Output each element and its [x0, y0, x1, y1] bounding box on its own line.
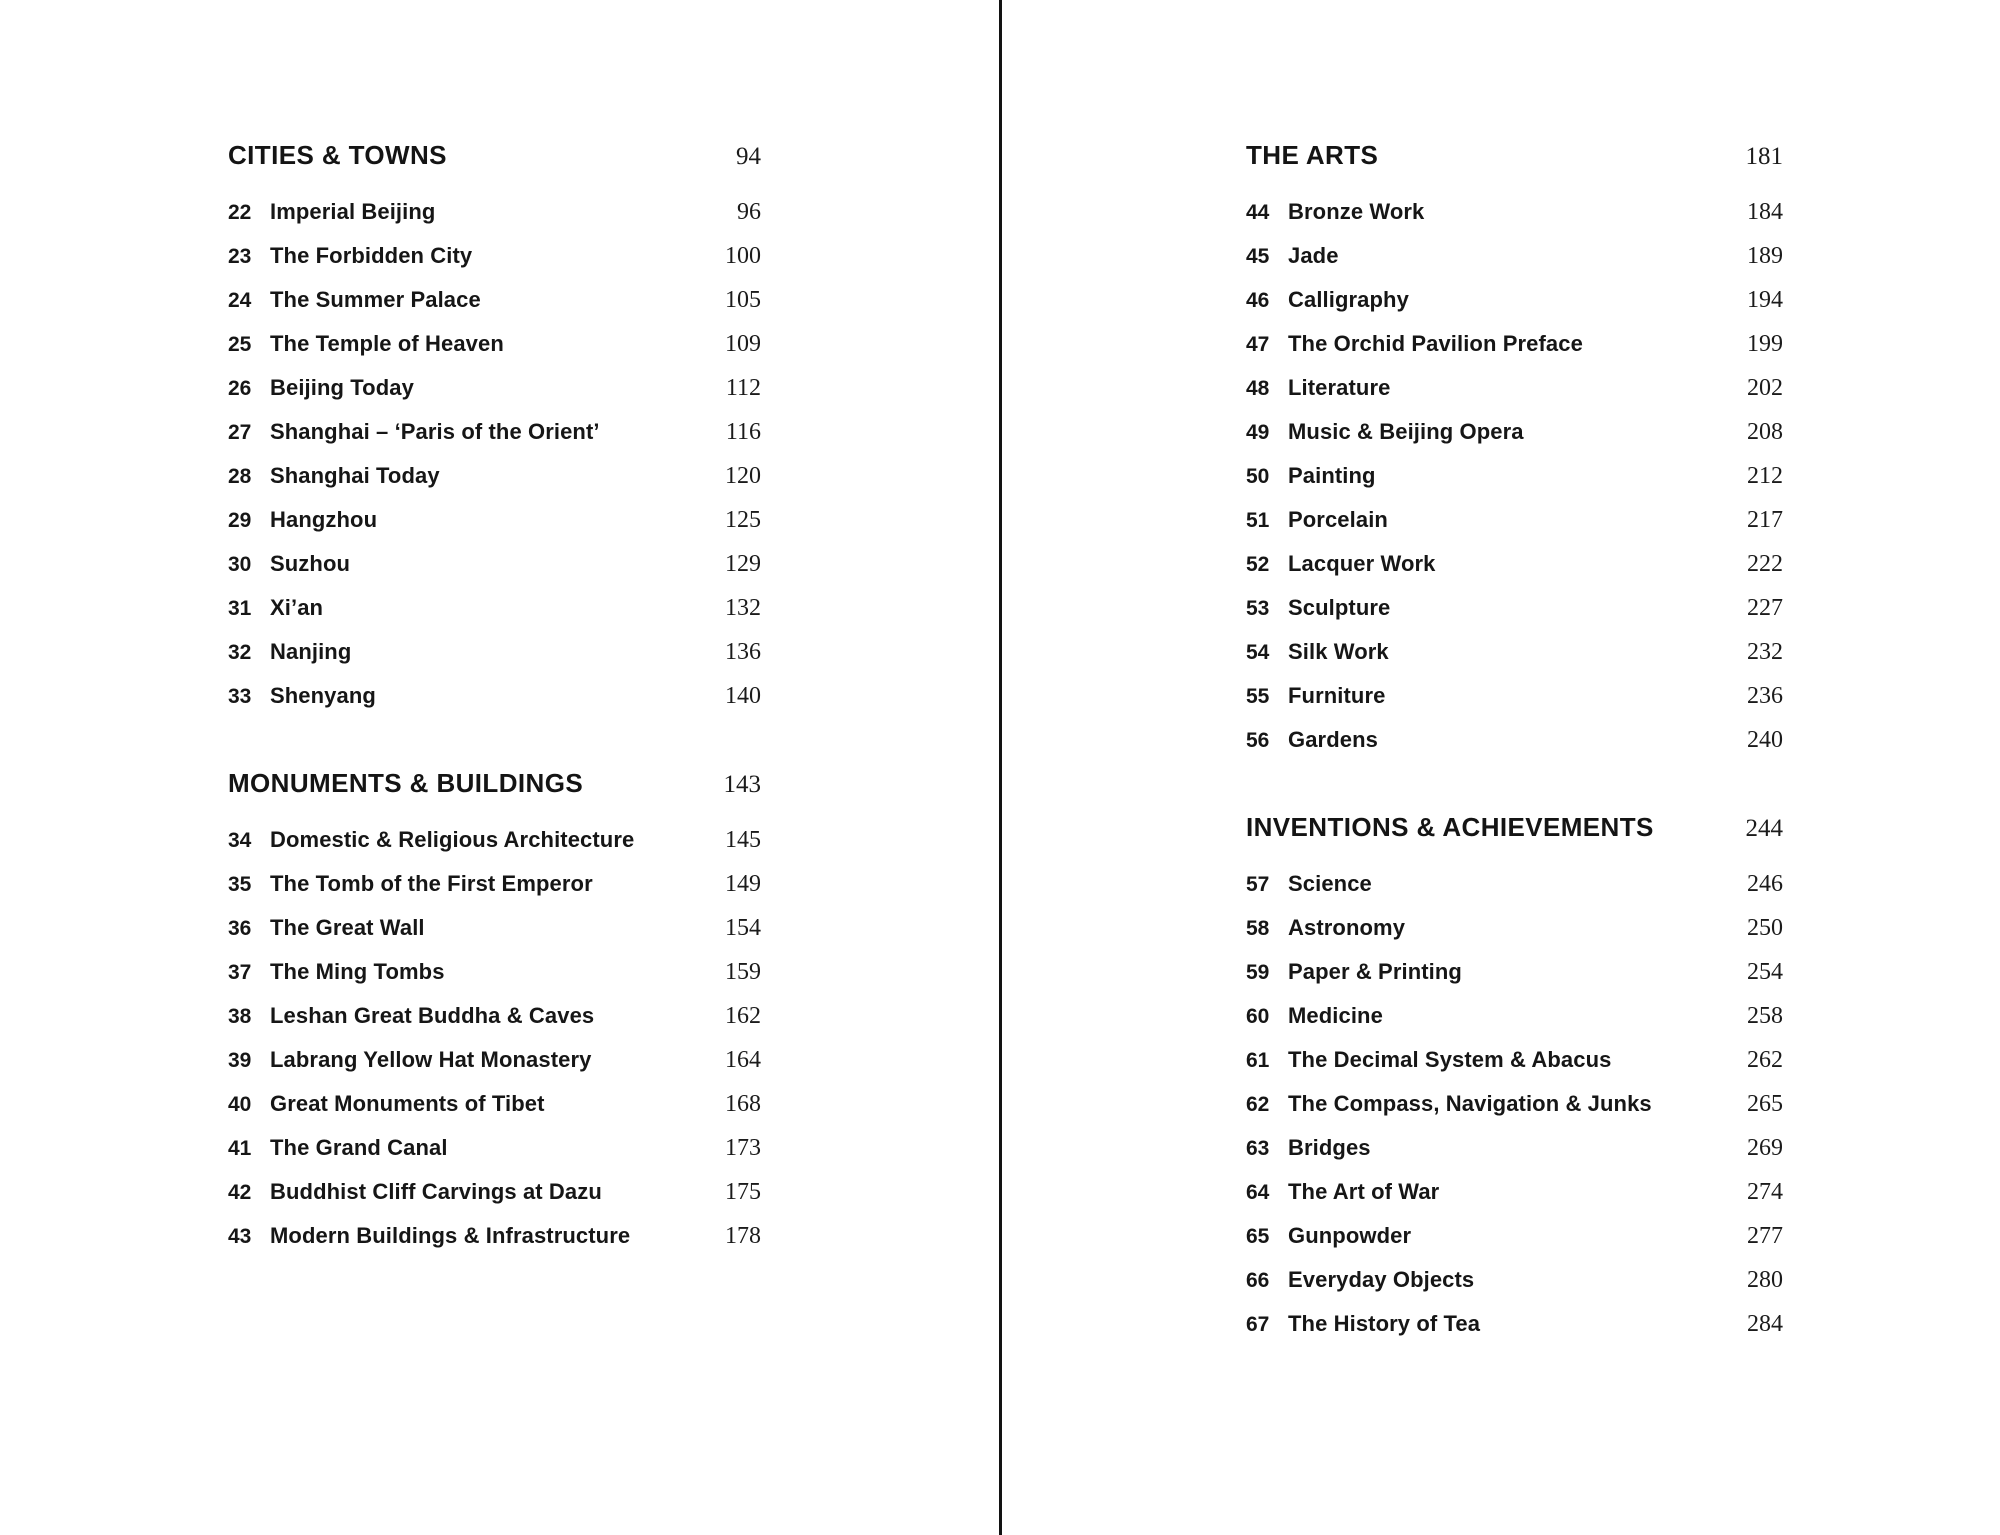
entry-page-number: 280: [1747, 1267, 1783, 1293]
page-right: [1246, 0, 1783, 1346]
toc-entry-row: [228, 322, 761, 366]
entry-number: 36: [228, 917, 252, 940]
entry-number: 42: [228, 1181, 252, 1204]
section-title: CITIES & TOWNS: [228, 140, 447, 170]
entry-title: Buddhist Cliff Carvings at Dazu: [270, 1179, 602, 1204]
toc-entry-row: [1246, 454, 1783, 498]
entry-title: The Summer Palace: [270, 287, 481, 312]
toc-entry-row: [1246, 410, 1783, 454]
entry-page-number: 232: [1747, 639, 1783, 665]
page-left: [228, 0, 761, 1258]
section-page-number: 181: [1745, 143, 1783, 170]
entry-title: The Orchid Pavilion Preface: [1288, 331, 1583, 356]
entry-number: 66: [1246, 1269, 1270, 1292]
toc-entry-row: [228, 190, 761, 234]
entry-title: The Tomb of the First Emperor: [270, 871, 593, 896]
toc-entry-row: [228, 950, 761, 994]
entry-page-number: 217: [1747, 507, 1783, 533]
entry-number: 64: [1246, 1181, 1270, 1204]
section-title: MONUMENTS & BUILDINGS: [228, 768, 584, 798]
toc-entry-row: [228, 542, 761, 586]
toc-entry-row: [1246, 234, 1783, 278]
entry-title: Shenyang: [270, 683, 376, 708]
entry-page-number: 262: [1747, 1047, 1783, 1073]
entry-number: 53: [1246, 597, 1270, 620]
entry-number: 37: [228, 961, 252, 984]
toc-entry-row: [228, 1214, 761, 1258]
entry-title: Domestic & Religious Architecture: [270, 827, 635, 852]
entry-page-number: 129: [725, 551, 761, 577]
entry-page-number: 168: [725, 1091, 761, 1117]
entry-page-number: 258: [1747, 1003, 1783, 1029]
entry-title: The Art of War: [1288, 1179, 1440, 1204]
entry-title: Science: [1288, 871, 1372, 896]
entry-title: Leshan Great Buddha & Caves: [270, 1003, 595, 1028]
toc-entry-row: [1246, 994, 1783, 1038]
entry-page-number: 246: [1747, 871, 1783, 897]
entry-number: 30: [228, 553, 252, 576]
entry-number: 51: [1246, 509, 1270, 532]
toc-entry-row: [228, 862, 761, 906]
entry-page-number: 250: [1747, 915, 1783, 941]
toc-entry-row: [1246, 542, 1783, 586]
toc-entry-row: [228, 674, 761, 718]
toc-entry-row: [228, 234, 761, 278]
entry-page-number: 184: [1747, 199, 1783, 225]
entry-number: 50: [1246, 465, 1270, 488]
toc-entry-row: [1246, 190, 1783, 234]
entry-title: Shanghai Today: [270, 463, 440, 488]
section-title: THE ARTS: [1246, 140, 1379, 170]
toc-entry-row: [228, 1082, 761, 1126]
entry-page-number: 202: [1747, 375, 1783, 401]
entry-number: 57: [1246, 873, 1270, 896]
entry-number: 58: [1246, 917, 1270, 940]
entry-number: 22: [228, 201, 252, 224]
entry-number: 44: [1246, 201, 1270, 224]
toc-entry-row: [228, 410, 761, 454]
toc-section: [1246, 805, 1783, 1346]
entry-page-number: 140: [725, 683, 761, 709]
entry-title: Nanjing: [270, 639, 352, 664]
entry-title: Modern Buildings & Infrastructure: [270, 1223, 631, 1248]
toc-entry-row: [228, 1170, 761, 1214]
entry-number: 65: [1246, 1225, 1270, 1248]
entry-page-number: 269: [1747, 1135, 1783, 1161]
toc-entry-row: [1246, 950, 1783, 994]
toc-entry-row: [228, 454, 761, 498]
entry-number: 60: [1246, 1005, 1270, 1028]
section-title: INVENTIONS & ACHIEVEMENTS: [1246, 812, 1654, 842]
entry-page-number: 145: [725, 827, 761, 853]
toc-entry-row: [1246, 674, 1783, 718]
entry-number: 55: [1246, 685, 1270, 708]
entry-title: Xi’an: [270, 595, 324, 620]
section-header: [228, 761, 761, 805]
entry-page-number: 189: [1747, 243, 1783, 269]
toc-entry-row: [1246, 1126, 1783, 1170]
entry-title: Beijing Today: [270, 375, 414, 400]
entry-number: 28: [228, 465, 252, 488]
section-page-number: 143: [723, 771, 761, 798]
entry-title: Imperial Beijing: [270, 199, 436, 224]
entry-title: Shanghai – ‘Paris of the Orient’: [270, 419, 600, 444]
page-gutter-divider: [999, 0, 1002, 1535]
entry-title: Everyday Objects: [1288, 1267, 1475, 1292]
toc-entry-row: [228, 366, 761, 410]
section-page-number: 244: [1745, 815, 1783, 842]
entry-page-number: 178: [725, 1223, 761, 1249]
entry-number: 67: [1246, 1313, 1270, 1336]
toc-section: [228, 761, 761, 1258]
entry-title: Paper & Printing: [1288, 959, 1462, 984]
entry-page-number: 277: [1747, 1223, 1783, 1249]
toc-entry-row: [1246, 1258, 1783, 1302]
entry-title: Gardens: [1288, 727, 1378, 752]
entry-page-number: 222: [1747, 551, 1783, 577]
entry-number: 56: [1246, 729, 1270, 752]
entry-number: 41: [228, 1137, 252, 1160]
toc-entry-row: [1246, 1082, 1783, 1126]
section-page-number: 94: [736, 143, 761, 170]
entry-number: 27: [228, 421, 252, 444]
entry-number: 63: [1246, 1137, 1270, 1160]
entry-title: Furniture: [1288, 683, 1386, 708]
entry-number: 46: [1246, 289, 1270, 312]
entry-number: 62: [1246, 1093, 1270, 1116]
entry-page-number: 159: [725, 959, 761, 985]
entry-number: 43: [228, 1225, 252, 1248]
entry-number: 40: [228, 1093, 252, 1116]
toc-entry-row: [228, 586, 761, 630]
entry-page-number: 149: [725, 871, 761, 897]
entry-title: Calligraphy: [1288, 287, 1409, 312]
toc-entry-row: [1246, 630, 1783, 674]
toc-entry-row: [1246, 1038, 1783, 1082]
entry-page-number: 265: [1747, 1091, 1783, 1117]
entry-page-number: 236: [1747, 683, 1783, 709]
entry-title: Suzhou: [270, 551, 351, 576]
entry-title: Porcelain: [1288, 507, 1388, 532]
entry-title: Gunpowder: [1288, 1223, 1412, 1248]
toc-entry-row: [228, 906, 761, 950]
entry-number: 47: [1246, 333, 1270, 356]
entry-title: Medicine: [1288, 1003, 1383, 1028]
entry-number: 49: [1246, 421, 1270, 444]
entry-page-number: 194: [1747, 287, 1783, 313]
entry-number: 39: [228, 1049, 252, 1072]
entry-title: Painting: [1288, 463, 1376, 488]
entry-title: Literature: [1288, 375, 1391, 400]
entry-number: 48: [1246, 377, 1270, 400]
entry-title: Hangzhou: [270, 507, 378, 532]
entry-title: Jade: [1288, 243, 1339, 268]
toc-entry-row: [1246, 1302, 1783, 1346]
entry-title: Lacquer Work: [1288, 551, 1436, 576]
entry-page-number: 105: [725, 287, 761, 313]
toc-section: [1246, 133, 1783, 762]
entry-page-number: 212: [1747, 463, 1783, 489]
entry-number: 52: [1246, 553, 1270, 576]
toc-entry-row: [1246, 1214, 1783, 1258]
entry-number: 24: [228, 289, 252, 312]
entry-page-number: 162: [725, 1003, 761, 1029]
entry-number: 59: [1246, 961, 1270, 984]
entry-title: Bronze Work: [1288, 199, 1425, 224]
toc-entry-row: [1246, 862, 1783, 906]
entry-title: Great Monuments of Tibet: [270, 1091, 545, 1116]
entry-page-number: 136: [725, 639, 761, 665]
entry-title: Labrang Yellow Hat Monastery: [270, 1047, 592, 1072]
section-header: [1246, 133, 1783, 177]
toc-entry-row: [228, 1038, 761, 1082]
entry-page-number: 227: [1747, 595, 1783, 621]
toc-entry-row: [1246, 278, 1783, 322]
entry-title: The Forbidden City: [270, 243, 473, 268]
entry-page-number: 100: [725, 243, 761, 269]
entry-number: 25: [228, 333, 252, 356]
toc-entry-row: [1246, 322, 1783, 366]
toc-entry-row: [228, 818, 761, 862]
toc-entry-row: [228, 994, 761, 1038]
entry-title: Sculpture: [1288, 595, 1391, 620]
toc-entry-row: [228, 1126, 761, 1170]
entry-page-number: 254: [1747, 959, 1783, 985]
entry-title: The History of Tea: [1288, 1311, 1481, 1336]
entry-page-number: 173: [725, 1135, 761, 1161]
entry-page-number: 112: [725, 375, 761, 401]
toc-entry-row: [228, 630, 761, 674]
toc-entry-row: [1246, 366, 1783, 410]
entry-page-number: 199: [1747, 331, 1783, 357]
section-header: [1246, 805, 1783, 849]
toc-entry-row: [1246, 718, 1783, 762]
toc-entry-row: [228, 278, 761, 322]
entry-title: Astronomy: [1288, 915, 1406, 940]
entry-number: 34: [228, 829, 252, 852]
toc-entry-row: [228, 498, 761, 542]
entry-page-number: 240: [1747, 727, 1783, 753]
entry-number: 32: [228, 641, 252, 664]
entry-title: Silk Work: [1288, 639, 1389, 664]
toc-entry-row: [1246, 1170, 1783, 1214]
entry-number: 38: [228, 1005, 252, 1028]
toc-section: [228, 133, 761, 718]
entry-page-number: 175: [725, 1179, 761, 1205]
entry-number: 35: [228, 873, 252, 896]
entry-title: The Compass, Navigation & Junks: [1288, 1091, 1652, 1116]
entry-page-number: 284: [1747, 1311, 1783, 1337]
entry-number: 26: [228, 377, 252, 400]
entry-page-number: 208: [1747, 419, 1783, 445]
entry-title: Bridges: [1288, 1135, 1371, 1160]
entry-title: The Decimal System & Abacus: [1288, 1047, 1612, 1072]
entry-title: The Grand Canal: [270, 1135, 448, 1160]
entry-number: 29: [228, 509, 252, 532]
toc-entry-row: [1246, 498, 1783, 542]
entry-page-number: 274: [1747, 1179, 1783, 1205]
toc-entry-row: [1246, 906, 1783, 950]
entry-title: The Great Wall: [270, 915, 425, 940]
entry-title: Music & Beijing Opera: [1288, 419, 1524, 444]
entry-page-number: 120: [725, 463, 761, 489]
entry-number: 61: [1246, 1049, 1270, 1072]
entry-page-number: 109: [725, 331, 761, 357]
entry-page-number: 154: [725, 915, 761, 941]
entry-number: 31: [228, 597, 252, 620]
section-header: [228, 133, 761, 177]
entry-number: 54: [1246, 641, 1270, 664]
entry-page-number: 116: [725, 419, 761, 445]
entry-title: The Temple of Heaven: [270, 331, 504, 356]
entry-number: 45: [1246, 245, 1270, 268]
entry-number: 23: [228, 245, 252, 268]
toc-entry-row: [1246, 586, 1783, 630]
entry-page-number: 164: [725, 1047, 761, 1073]
entry-number: 33: [228, 685, 252, 708]
entry-title: The Ming Tombs: [270, 959, 445, 984]
entry-page-number: 125: [725, 507, 761, 533]
entry-page-number: 132: [725, 595, 761, 621]
entry-page-number: 96: [737, 199, 761, 225]
